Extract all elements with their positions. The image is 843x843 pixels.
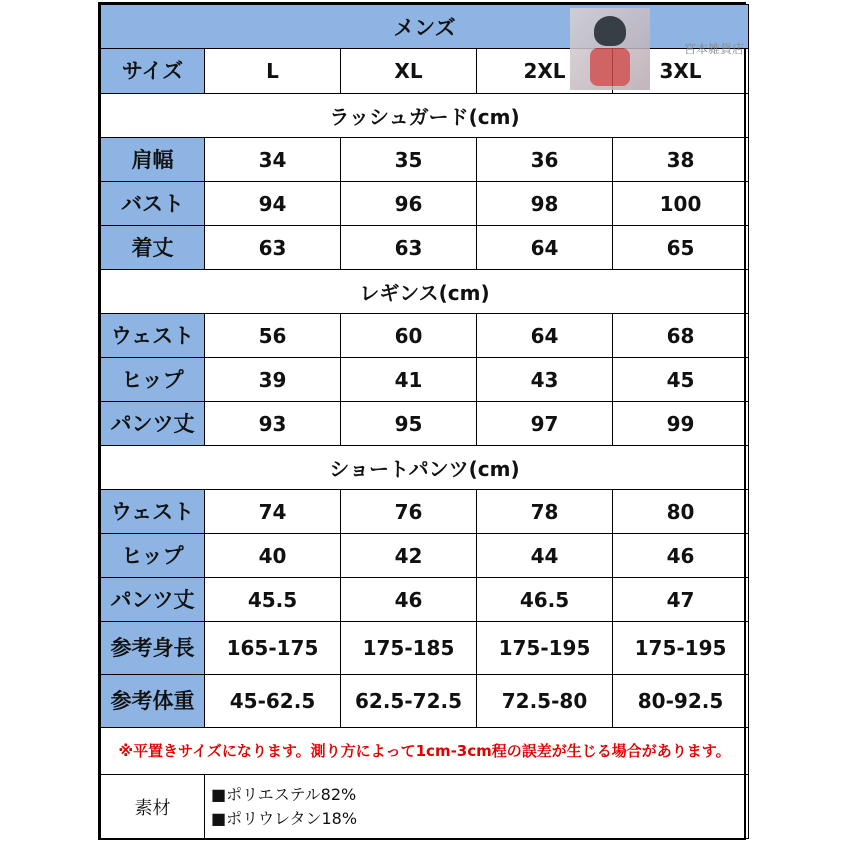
cell: 98 bbox=[477, 182, 613, 226]
cell: 63 bbox=[341, 226, 477, 270]
section-heading-leggings: レギンス(cm) bbox=[101, 270, 749, 314]
cell: 36 bbox=[477, 138, 613, 182]
table-row bbox=[101, 402, 749, 446]
material-list bbox=[205, 775, 749, 839]
cell: 97 bbox=[477, 402, 613, 446]
cell: 94 bbox=[205, 182, 341, 226]
cell: 43 bbox=[477, 358, 613, 402]
cell: 39 bbox=[205, 358, 341, 402]
cell: 80-92.5 bbox=[613, 675, 749, 728]
table-row bbox=[101, 358, 749, 402]
cell: 96 bbox=[341, 182, 477, 226]
cell: 46.5 bbox=[477, 578, 613, 622]
row-label: 着丈 bbox=[101, 226, 205, 270]
table-row bbox=[101, 578, 749, 622]
row-label: 参考体重 bbox=[101, 675, 205, 728]
cell: 76 bbox=[341, 490, 477, 534]
table-row bbox=[101, 490, 749, 534]
cell: 38 bbox=[613, 138, 749, 182]
table-row bbox=[101, 622, 749, 675]
cell: 175-185 bbox=[341, 622, 477, 675]
cell: 34 bbox=[205, 138, 341, 182]
cell: 62.5-72.5 bbox=[341, 675, 477, 728]
material-row bbox=[101, 775, 749, 839]
table-row bbox=[101, 314, 749, 358]
cell: 74 bbox=[205, 490, 341, 534]
cell: 100 bbox=[613, 182, 749, 226]
cell: 56 bbox=[205, 314, 341, 358]
table-row bbox=[101, 534, 749, 578]
shop-watermark: 宮本雑貨店 bbox=[684, 42, 745, 56]
cell: 47 bbox=[613, 578, 749, 622]
cell: 64 bbox=[477, 226, 613, 270]
cell: 60 bbox=[341, 314, 477, 358]
row-label: バスト bbox=[101, 182, 205, 226]
cell: 68 bbox=[613, 314, 749, 358]
cell: 64 bbox=[477, 314, 613, 358]
cell: 65 bbox=[613, 226, 749, 270]
table-row bbox=[101, 182, 749, 226]
size-col-2xl: 2XL bbox=[477, 49, 613, 94]
row-label: パンツ丈 bbox=[101, 402, 205, 446]
size-col-3xl: 3XL bbox=[613, 49, 749, 94]
row-label: ヒップ bbox=[101, 358, 205, 402]
cell: 93 bbox=[205, 402, 341, 446]
cell: 63 bbox=[205, 226, 341, 270]
cell: 45-62.5 bbox=[205, 675, 341, 728]
cell: 165-175 bbox=[205, 622, 341, 675]
cell: 35 bbox=[341, 138, 477, 182]
cell: 175-195 bbox=[477, 622, 613, 675]
cell: 40 bbox=[205, 534, 341, 578]
cell: 80 bbox=[613, 490, 749, 534]
measurement-note: ※平置きサイズになります。測り方によって1cm-3cm程の誤差が生じる場合があります。 bbox=[101, 728, 749, 775]
cell: 175-195 bbox=[613, 622, 749, 675]
table-row bbox=[101, 675, 749, 728]
cell: 45.5 bbox=[205, 578, 341, 622]
row-label: 参考身長 bbox=[101, 622, 205, 675]
cell: 95 bbox=[341, 402, 477, 446]
material-item: ■ポリエステル82% bbox=[211, 784, 357, 804]
cell: 44 bbox=[477, 534, 613, 578]
material-label: 素材 bbox=[101, 775, 205, 839]
cell: 46 bbox=[341, 578, 477, 622]
material-item: ■ポリウレタン18% bbox=[211, 808, 358, 828]
cell: 45 bbox=[613, 358, 749, 402]
cell: 78 bbox=[477, 490, 613, 534]
table-row bbox=[101, 138, 749, 182]
size-label: サイズ bbox=[101, 49, 205, 94]
row-label: ヒップ bbox=[101, 534, 205, 578]
cell: 46 bbox=[613, 534, 749, 578]
row-label: ウェスト bbox=[101, 490, 205, 534]
size-table bbox=[100, 4, 749, 839]
row-label: パンツ丈 bbox=[101, 578, 205, 622]
cell: 72.5-80 bbox=[477, 675, 613, 728]
row-label: 肩幅 bbox=[101, 138, 205, 182]
section-heading-rashguard: ラッシュガード(cm) bbox=[101, 94, 749, 138]
chart-title: メンズ bbox=[101, 5, 749, 49]
row-label: ウェスト bbox=[101, 314, 205, 358]
product-thumbnail-image bbox=[570, 8, 650, 90]
cell: 99 bbox=[613, 402, 749, 446]
model-head-shape bbox=[594, 16, 626, 46]
cell: 41 bbox=[341, 358, 477, 402]
table-row bbox=[101, 226, 749, 270]
size-col-l: L bbox=[205, 49, 341, 94]
size-header-row bbox=[101, 49, 749, 94]
size-col-xl: XL bbox=[341, 49, 477, 94]
section-heading-shorts: ショートパンツ(cm) bbox=[101, 446, 749, 490]
model-body-shape bbox=[590, 48, 630, 86]
cell: 42 bbox=[341, 534, 477, 578]
size-chart bbox=[98, 2, 746, 840]
